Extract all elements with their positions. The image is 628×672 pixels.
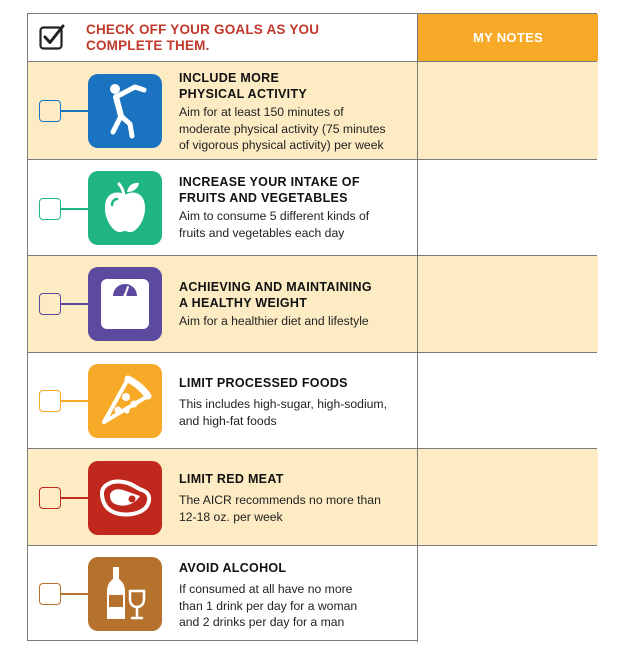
goal-title-line: A HEALTHY WEIGHT <box>179 296 308 310</box>
checkbox-connector <box>61 497 88 499</box>
goal-description-line: than 1 drink per day for a woman <box>179 598 358 613</box>
goal-text <box>179 375 409 429</box>
goal-title-line: LIMIT PROCESSED FOODS <box>179 376 348 390</box>
goal-description <box>179 492 409 525</box>
goal-description <box>179 581 409 631</box>
exercise-person-icon <box>88 74 162 148</box>
my-notes-header: MY NOTES <box>417 14 598 61</box>
goal-description-line: and 2 drinks per day for a man <box>179 615 345 629</box>
goal-cell <box>28 160 417 255</box>
goal-text <box>179 279 409 330</box>
goal-text <box>179 174 409 241</box>
goal-row-fruits-vegetables <box>28 160 596 256</box>
goal-description-line: Aim to consume 5 different kinds of <box>179 209 370 223</box>
goal-description <box>179 208 409 241</box>
notes-cell-fruits-vegetables[interactable] <box>417 160 598 255</box>
checkbox-connector <box>61 208 88 210</box>
header-title-line-1: CHECK OFF YOUR GOALS AS YOU <box>86 22 320 37</box>
goal-checkbox-red-meat[interactable] <box>39 487 61 509</box>
checklist-header <box>28 14 596 62</box>
goal-row-healthy-weight <box>28 256 596 353</box>
header-goals-cell <box>28 14 417 61</box>
header-title-line-2: COMPLETE THEM. <box>86 38 210 53</box>
goal-cell <box>28 449 417 545</box>
goal-description-line: moderate physical activity (75 minutes <box>179 121 386 136</box>
goal-title-line: FRUITS AND VEGETABLES <box>179 191 348 205</box>
goal-row-alcohol <box>28 546 596 642</box>
goal-row-processed-foods <box>28 353 596 449</box>
goal-title-line: ACHIEVING AND MAINTAINING <box>179 280 372 294</box>
steak-icon <box>88 461 162 535</box>
notes-cell-physical-activity[interactable] <box>417 62 598 159</box>
goal-text <box>179 471 409 525</box>
goal-title <box>179 471 409 487</box>
goal-row-red-meat <box>28 449 596 546</box>
goal-description <box>179 396 409 429</box>
goal-description-line: The AICR recommends no more than <box>179 493 381 507</box>
goal-cell <box>28 62 417 159</box>
goal-description-line: and high-fat foods <box>179 413 277 428</box>
checkbox-connector <box>61 400 88 402</box>
goal-cell <box>28 546 417 642</box>
goal-checkbox-alcohol[interactable] <box>39 583 61 605</box>
goal-text <box>179 70 409 154</box>
goal-text <box>179 560 409 631</box>
goal-title <box>179 70 409 102</box>
goal-checkbox-healthy-weight[interactable] <box>39 293 61 315</box>
goal-title-line: PHYSICAL ACTIVITY <box>179 87 308 101</box>
goal-title <box>179 279 409 311</box>
goal-title <box>179 174 409 206</box>
goal-title-line: LIMIT RED MEAT <box>179 472 284 486</box>
goal-description <box>179 104 409 154</box>
goal-cell <box>28 256 417 352</box>
goal-checkbox-physical-activity[interactable] <box>39 100 61 122</box>
checkbox-connector <box>61 593 88 595</box>
goal-description-line: This includes high-sugar, high-sodium, <box>179 397 387 411</box>
wine-bottle-glass-icon <box>88 557 162 631</box>
goal-cell <box>28 353 417 448</box>
goal-description-line: Aim for a healthier diet and lifestyle <box>179 314 369 328</box>
goal-title-line: INCLUDE MORE <box>179 71 280 85</box>
goal-checkbox-fruits-vegetables[interactable] <box>39 198 61 220</box>
goal-title-line: AVOID ALCOHOL <box>179 561 287 575</box>
notes-cell-alcohol[interactable] <box>417 546 598 642</box>
pizza-slice-icon <box>88 364 162 438</box>
header-title <box>86 22 319 54</box>
checkbox-connector <box>61 110 88 112</box>
notes-cell-processed-foods[interactable] <box>417 353 598 448</box>
goal-description-line: fruits and vegetables each day <box>179 225 345 240</box>
goal-description-line: If consumed at all have no more <box>179 582 353 596</box>
checkbox-connector <box>61 303 88 305</box>
goal-title <box>179 375 409 391</box>
goal-description-line: 12-18 oz. per week <box>179 509 283 524</box>
goal-description-line: of vigorous physical activity) per week <box>179 138 384 152</box>
checkbox-checked-icon <box>39 24 65 50</box>
goal-description <box>179 313 409 330</box>
goal-row-physical-activity <box>28 62 596 160</box>
notes-cell-red-meat[interactable] <box>417 449 598 545</box>
bathroom-scale-icon <box>88 267 162 341</box>
goal-checkbox-processed-foods[interactable] <box>39 390 61 412</box>
goal-title <box>179 560 409 576</box>
goal-description-line: Aim for at least 150 minutes of <box>179 105 344 119</box>
goals-checklist <box>27 13 597 641</box>
goal-title-line: INCREASE YOUR INTAKE OF <box>179 175 360 189</box>
apple-icon <box>88 171 162 245</box>
notes-cell-healthy-weight[interactable] <box>417 256 598 352</box>
